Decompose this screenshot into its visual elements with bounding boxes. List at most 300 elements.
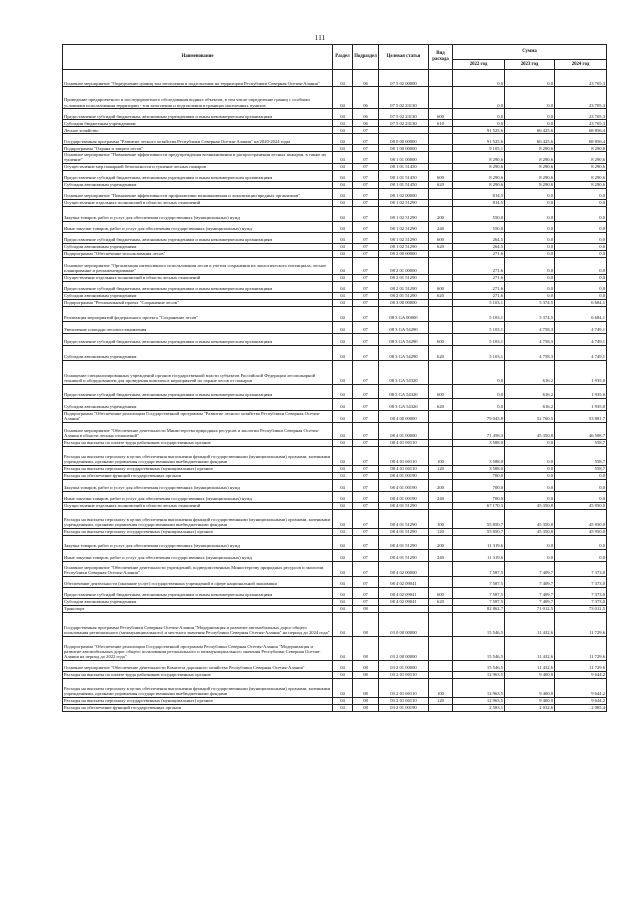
cell-podrazdel: 08 [353, 660, 379, 671]
cell-sum-2023: 0,0 [505, 446, 555, 465]
cell-expense-type [429, 145, 453, 152]
cell-sum-2023: 8 290,6 [505, 152, 555, 164]
cell-sum-2023: 45 350,8 [505, 509, 555, 528]
cell-sum-2022: 8 290,6 [453, 170, 505, 181]
cell-sum-2024: 0,0 [555, 549, 607, 561]
cell-podrazdel: 07 [353, 243, 379, 250]
cell-name: Подпрограмма "Обеспечение реализации Государственной программы Республики Северная Осетия-Алания "Модернизация и развитие автомобильных дорог общего пользования регионального и межмуниципального значения Республики Северная Осетия-Алания на период до 2022 года" [63, 636, 333, 660]
cell-sum-2024: 4 749,1 [555, 345, 607, 360]
cell-razdel: 04 [333, 439, 353, 446]
cell-name: Субсидии автономным учреждениям [63, 181, 333, 188]
cell-expense-type [429, 321, 453, 333]
table-row [63, 199, 607, 206]
cell-name: Предоставление субсидий бюджетным, автономным учреждениям и иным некоммерческим организациям [63, 109, 333, 120]
cell-sum-2024: 9 644,2 [555, 671, 607, 678]
cell-sum-2022: 15 546,5 [453, 636, 505, 660]
cell-sum-2024: 1 935,0 [555, 360, 607, 384]
cell-podrazdel: 07 [353, 479, 379, 491]
cell-razdel: 04 [333, 549, 353, 561]
table-row [63, 422, 607, 439]
cell-podrazdel: 07 [353, 491, 379, 502]
cell-razdel: 04 [333, 152, 353, 164]
cell-name: Закупка товаров, работ и услуг для обеспечения государственных (муниципальных) нужд [63, 479, 333, 491]
table-row [63, 704, 607, 711]
cell-razdel: 04 [333, 257, 353, 274]
cell-sum-2024: 7 373,0 [555, 598, 607, 605]
cell-sum-2023: 45 350,8 [505, 528, 555, 535]
cell-razdel: 04 [333, 612, 353, 636]
cell-sum-2022: 0,0 [453, 87, 505, 109]
cell-razdel: 04 [333, 535, 353, 549]
cell-podrazdel: 07 [353, 333, 379, 345]
cell-expense-type: 620 [429, 181, 453, 188]
cell-razdel: 04 [333, 561, 353, 576]
cell-name: Государственная программа "Развитие лесного хозяйства Республики Северная Осетия-Алания" на 2020-2024 годы [63, 134, 333, 145]
cell-sum-2022: 79 045,8 [453, 410, 505, 422]
cell-target-article: 08 1 01 51450 [379, 181, 429, 188]
cell-sum-2023: 7 409,7 [505, 598, 555, 605]
cell-expense-type [429, 671, 453, 678]
cell-sum-2024: 0,0 [555, 472, 607, 479]
cell-sum-2023: 0,0 [505, 70, 555, 87]
table-row [63, 491, 607, 502]
cell-name: Расходы на выплаты персоналу государственных (муниципальных) органов [63, 528, 333, 535]
cell-sum-2024: 45 950,0 [555, 509, 607, 528]
table-row [63, 257, 607, 274]
budget-table [62, 44, 607, 712]
table-row [63, 509, 607, 528]
table-row [63, 87, 607, 109]
cell-razdel: 04 [333, 345, 353, 360]
cell-sum-2024: 9 644,2 [555, 697, 607, 704]
cell-sum-2022: 5 103,1 [453, 345, 505, 360]
cell-target-article: 08 2 00 00000 [379, 250, 429, 257]
cell-name: Транспорт [63, 605, 333, 612]
table-row [63, 605, 607, 612]
cell-sum-2022: 271,6 [453, 292, 505, 299]
table-row [63, 232, 607, 243]
table-row [63, 446, 607, 465]
table-row [63, 281, 607, 292]
cell-podrazdel: 07 [353, 306, 379, 321]
cell-sum-2022: 264,5 [453, 243, 505, 250]
cell-name: Предоставление субсидий бюджетным, автономным учреждениям и иным некоммерческим организациям [63, 281, 333, 292]
table-row [63, 479, 607, 491]
cell-name: Реализация мероприятий федерального проекта "Сохранение лесов" [63, 306, 333, 321]
page-number: 111 [314, 33, 326, 42]
cell-sum-2022: 55 850,7 [453, 528, 505, 535]
cell-target-article: 08 0 00 00000 [379, 134, 429, 145]
cell-target-article: 08 4 02 00000 [379, 561, 429, 576]
cell-razdel: 04 [333, 472, 353, 479]
cell-podrazdel: 07 [353, 199, 379, 206]
cell-podrazdel: 06 [353, 109, 379, 120]
cell-target-article: 08 3 GA 54290 [379, 345, 429, 360]
cell-target-article: 08 4 01 00110 [379, 465, 429, 472]
cell-sum-2022: 12 963,5 [453, 697, 505, 704]
cell-sum-2023: 0,0 [505, 120, 555, 127]
cell-sum-2023: 11 432,6 [505, 660, 555, 671]
cell-razdel: 04 [333, 127, 353, 134]
cell-sum-2024: 0,0 [555, 232, 607, 243]
cell-name: Осуществление отдельных полномочий в области лесных отношений [63, 199, 333, 206]
cell-name: Расходы на выплаты персоналу в целях обеспечения выполнения функций государственными (муниципальными) органами, казенными учреждениями, органами управления государственными внебюджетными фондами [63, 678, 333, 697]
cell-expense-type [429, 127, 453, 134]
cell-podrazdel: 07 [353, 439, 379, 446]
table-row [63, 465, 607, 472]
cell-expense-type: 600 [429, 333, 453, 345]
cell-podrazdel: 07 [353, 152, 379, 164]
cell-name: Основное мероприятие "Повышение эффективности предупреждения возникновения и распространения лесных пожаров, в также их тушение" [63, 152, 333, 164]
table-row [63, 360, 607, 384]
cell-sum-2023: 0,0 [505, 491, 555, 502]
cell-razdel: 04 [333, 306, 353, 321]
cell-sum-2024: 68 856,4 [555, 134, 607, 145]
cell-sum-2022: 700,0 [453, 491, 505, 502]
cell-name: Расходы на выплаты по оплате труда работников государственных органов [63, 671, 333, 678]
cell-razdel: 04 [333, 660, 353, 671]
cell-sum-2023: 52 760,5 [505, 410, 555, 422]
cell-sum-2024: 53 881,7 [555, 410, 607, 422]
cell-razdel: 04 [333, 292, 353, 299]
cell-sum-2023: 45 350,8 [505, 422, 555, 439]
cell-expense-type: 600 [429, 587, 453, 598]
cell-name: Основное мероприятие "Обеспечение деятельности учреждений, подведомственных Министерству природных ресурсов и экологии Республики Северная Осетия-Алания" [63, 561, 333, 576]
cell-sum-2022: 0,0 [453, 360, 505, 384]
cell-sum-2024: 23 705,3 [555, 87, 607, 109]
table-row [63, 70, 607, 87]
cell-name: Предоставление субсидий бюджетным, автономным учреждениям и иным некоммерческим организациям [63, 170, 333, 181]
cell-podrazdel: 07 [353, 163, 379, 170]
cell-sum-2024: 8 290,6 [555, 163, 607, 170]
cell-name: Расходы на обеспечение функций государственных органов [63, 704, 333, 711]
cell-sum-2022: 3 588,0 [453, 439, 505, 446]
cell-expense-type [429, 163, 453, 170]
cell-sum-2023: 11 432,6 [505, 612, 555, 636]
cell-sum-2024: 7 373,0 [555, 561, 607, 576]
cell-sum-2023: 8 290,6 [505, 170, 555, 181]
cell-podrazdel: 07 [353, 281, 379, 292]
cell-sum-2022: 82 862,7 [453, 605, 505, 612]
cell-expense-type: 620 [429, 598, 453, 605]
cell-podrazdel: 07 [353, 250, 379, 257]
cell-name: Предоставление субсидий бюджетным, автономным учреждениям и иным некоммерческим организациям [63, 333, 333, 345]
cell-sum-2022: 5 103,1 [453, 299, 505, 306]
cell-sum-2023: 0,0 [505, 257, 555, 274]
cell-expense-type [429, 360, 453, 384]
cell-expense-type: 620 [429, 345, 453, 360]
cell-sum-2022: 2 583,1 [453, 704, 505, 711]
cell-expense-type [429, 257, 453, 274]
cell-target-article: 08 4 01 00110 [379, 439, 429, 446]
cell-name: Расходы на выплаты по оплате труда работников государственных органов [63, 439, 333, 446]
cell-podrazdel: 08 [353, 678, 379, 697]
cell-expense-type: 200 [429, 206, 453, 221]
cell-expense-type: 120 [429, 528, 453, 535]
table-row [63, 243, 607, 250]
cell-sum-2022: 3 588,0 [453, 446, 505, 465]
cell-razdel: 04 [333, 509, 353, 528]
cell-sum-2024: 46 508,7 [555, 422, 607, 439]
cell-target-article: 07 5 02 23130 [379, 109, 429, 120]
cell-razdel: 04 [333, 605, 353, 612]
cell-target-article: 08 2 01 51290 [379, 292, 429, 299]
cell-target-article: 08 2 01 51290 [379, 281, 429, 292]
cell-sum-2022: 0,0 [453, 109, 505, 120]
cell-target-article: 08 4 01 00190 [379, 472, 429, 479]
cell-expense-type: 610 [429, 120, 453, 127]
cell-sum-2023: 9 400,0 [505, 671, 555, 678]
table-row [63, 145, 607, 152]
cell-sum-2022: 264,5 [453, 232, 505, 243]
cell-name: Основное мероприятие "Повышение эффективности профилактики возникновения и локализации вредных организмов" [63, 188, 333, 199]
cell-sum-2024: 0,0 [555, 206, 607, 221]
cell-target-article: 03 2 01 00110 [379, 697, 429, 704]
cell-podrazdel: 07 [353, 465, 379, 472]
cell-target-article: 08 4 01 51290 [379, 528, 429, 535]
table-row [63, 152, 607, 164]
cell-sum-2024: 0,0 [555, 257, 607, 274]
cell-expense-type [429, 472, 453, 479]
cell-sum-2023: 0,0 [505, 535, 555, 549]
cell-podrazdel: 08 [353, 704, 379, 711]
cell-name: Осуществление отдельных полномочий в области лесных отношений [63, 274, 333, 281]
cell-expense-type [429, 250, 453, 257]
cell-target-article: 08 3 GA 00000 [379, 306, 429, 321]
cell-razdel: 04 [333, 697, 353, 704]
cell-target-article: 08 2 01 51290 [379, 274, 429, 281]
cell-sum-2023: 0,0 [505, 292, 555, 299]
cell-podrazdel: 07 [353, 502, 379, 509]
table-row [63, 549, 607, 561]
cell-expense-type [429, 636, 453, 660]
cell-razdel: 04 [333, 109, 353, 120]
cell-target-article: 08 1 02 51290 [379, 221, 429, 232]
cell-sum-2024: 0,0 [555, 221, 607, 232]
table-row [63, 636, 607, 660]
cell-sum-2022: 271,6 [453, 281, 505, 292]
cell-razdel: 04 [333, 384, 353, 398]
cell-sum-2024: 8 290,6 [555, 170, 607, 181]
cell-razdel: 04 [333, 199, 353, 206]
cell-target-article: 08 1 00 00000 [379, 145, 429, 152]
cell-sum-2024: 45 950,0 [555, 528, 607, 535]
cell-razdel: 04 [333, 465, 353, 472]
cell-sum-2022: 71 458,3 [453, 422, 505, 439]
cell-target-article: 08 4 02 09041 [379, 576, 429, 587]
table-row [63, 292, 607, 299]
table-row [63, 660, 607, 671]
cell-sum-2023: 7 409,7 [505, 587, 555, 598]
cell-sum-2022: 12 963,5 [453, 678, 505, 697]
cell-sum-2022: 55 850,7 [453, 509, 505, 528]
cell-razdel: 04 [333, 671, 353, 678]
cell-sum-2022: 271,6 [453, 257, 505, 274]
table-row [63, 181, 607, 188]
cell-podrazdel: 07 [353, 549, 379, 561]
cell-podrazdel: 07 [353, 535, 379, 549]
cell-target-article: 03 2 01 00110 [379, 678, 429, 697]
cell-razdel: 04 [333, 636, 353, 660]
cell-sum-2023: 0,0 [505, 479, 555, 491]
cell-razdel: 04 [333, 206, 353, 221]
cell-expense-type: 600 [429, 384, 453, 398]
cell-target-article: 08 3 GA 54320 [379, 398, 429, 410]
cell-sum-2024: 0,0 [555, 535, 607, 549]
cell-sum-2023: 11 432,6 [505, 636, 555, 660]
cell-expense-type [429, 410, 453, 422]
cell-sum-2024: 11 729,6 [555, 636, 607, 660]
cell-target-article: 08 2 01 00000 [379, 257, 429, 274]
cell-podrazdel: 07 [353, 472, 379, 479]
cell-podrazdel: 07 [353, 509, 379, 528]
cell-sum-2024: 9 644,2 [555, 678, 607, 697]
cell-sum-2023: 5 374,5 [505, 306, 555, 321]
cell-name: Субсидии автономным учреждениям [63, 345, 333, 360]
col-header-2023: 2023 год [505, 60, 555, 70]
cell-sum-2023: 616,2 [505, 398, 555, 410]
table-row [63, 163, 607, 170]
cell-expense-type [429, 561, 453, 576]
cell-name: Проведение предпроектного и последпроектного обследования водных объектов, в том числе определение границ с особыми условиями использования территории - зон затопления и подтопления в границах населенных пунктов [63, 87, 333, 109]
cell-sum-2023: 0,0 [505, 188, 555, 199]
cell-sum-2023: 45 350,8 [505, 502, 555, 509]
cell-name: Предоставление субсидий бюджетным, автономным учреждениям и иным некоммерческим организациям [63, 232, 333, 243]
cell-sum-2023: 0,0 [505, 87, 555, 109]
cell-name: Закупка товаров, работ и услуг для обеспечения государственных (муниципальных) нужд [63, 206, 333, 221]
cell-sum-2023: 0,0 [505, 465, 555, 472]
cell-sum-2024: 23 705,3 [555, 120, 607, 127]
cell-sum-2022: 11 319,6 [453, 535, 505, 549]
cell-sum-2023: 2 032,6 [505, 704, 555, 711]
cell-sum-2022: 7 587,5 [453, 598, 505, 605]
table-row [63, 398, 607, 410]
cell-target-article: 03 2 01 00110 [379, 671, 429, 678]
cell-sum-2022: 5 103,1 [453, 306, 505, 321]
cell-target-article: 07 5 02 23130 [379, 87, 429, 109]
cell-target-article: 08 4 01 00190 [379, 479, 429, 491]
cell-name: Обеспечение деятельности (оказание услуг) государственных учреждений в сфере национальной экономики [63, 576, 333, 587]
table-row [63, 299, 607, 306]
cell-expense-type [429, 188, 453, 199]
cell-expense-type: 620 [429, 398, 453, 410]
cell-sum-2024: 6 684,1 [555, 299, 607, 306]
cell-expense-type [429, 306, 453, 321]
cell-podrazdel: 07 [353, 345, 379, 360]
cell-sum-2024: 7 373,0 [555, 576, 607, 587]
cell-sum-2022: 5 103,1 [453, 333, 505, 345]
cell-expense-type [429, 152, 453, 164]
cell-name: Осуществление отдельных полномочий в области лесных отношений [63, 502, 333, 509]
cell-target-article: 08 4 02 09041 [379, 587, 429, 598]
cell-podrazdel: 07 [353, 292, 379, 299]
cell-expense-type [429, 576, 453, 587]
cell-sum-2023: 4 758,3 [505, 321, 555, 333]
cell-sum-2023: 8 290,6 [505, 181, 555, 188]
cell-target-article: 08 4 01 00000 [379, 422, 429, 439]
cell-name: Основное мероприятие "Определение границ зон затопления и подтопления на территории Республики Северная Осетия-Алания" [63, 70, 333, 87]
cell-podrazdel: 08 [353, 612, 379, 636]
cell-expense-type [429, 70, 453, 87]
cell-target-article: 08 3 GA 54320 [379, 384, 429, 398]
table-row [63, 321, 607, 333]
cell-name: Субсидии автономным учреждениям [63, 243, 333, 250]
col-header-expense-type: Вид расхода [429, 45, 453, 70]
table-body [63, 70, 607, 712]
cell-name: Основное мероприятие "Организация интенсивного использования лесов в учетом сохранения их экологического потенциала, лесное планирование и регламентирование" [63, 257, 333, 274]
cell-sum-2024: 1 935,0 [555, 384, 607, 398]
cell-podrazdel: 07 [353, 360, 379, 384]
cell-sum-2023: 0,0 [505, 206, 555, 221]
cell-razdel: 04 [333, 321, 353, 333]
cell-name: Расходы на выплаты персоналу государственных (муниципальных) органов [63, 697, 333, 704]
cell-expense-type: 600 [429, 232, 453, 243]
cell-razdel: 04 [333, 181, 353, 188]
cell-sum-2022: 8 290,6 [453, 152, 505, 164]
cell-expense-type: 240 [429, 549, 453, 561]
cell-sum-2022: 12 963,5 [453, 671, 505, 678]
cell-expense-type [429, 274, 453, 281]
cell-expense-type [429, 704, 453, 711]
cell-sum-2023: 71 012,5 [505, 605, 555, 612]
cell-sum-2024: 0,0 [555, 292, 607, 299]
cell-name: Основное мероприятие "Обеспечение деятельности Комитета дорожного хозяйства Республики Северная Осетия-Алания" [63, 660, 333, 671]
table-row [63, 502, 607, 509]
cell-expense-type [429, 502, 453, 509]
cell-podrazdel: 06 [353, 70, 379, 87]
cell-name: Подпрограмма "Обеспечение использования лесов" [63, 250, 333, 257]
cell-target-article [379, 127, 429, 134]
cell-sum-2023: 616,2 [505, 360, 555, 384]
col-header-2022: 2022 год [453, 60, 505, 70]
cell-target-article: 03 0 00 00000 [379, 612, 429, 636]
cell-sum-2024: 0,0 [555, 243, 607, 250]
table-row [63, 598, 607, 605]
cell-podrazdel: 08 [353, 605, 379, 612]
cell-razdel: 04 [333, 491, 353, 502]
cell-sum-2024: 0,0 [555, 479, 607, 491]
cell-razdel: 04 [333, 678, 353, 697]
cell-razdel: 04 [333, 250, 353, 257]
cell-sum-2022: 550,0 [453, 206, 505, 221]
cell-razdel: 04 [333, 281, 353, 292]
table-row [63, 576, 607, 587]
table-row [63, 134, 607, 145]
table-row [63, 333, 607, 345]
cell-name: Субсидии автономным учреждениям [63, 398, 333, 410]
cell-sum-2023: 9 400,0 [505, 697, 555, 704]
cell-expense-type: 100 [429, 509, 453, 528]
cell-expense-type [429, 660, 453, 671]
cell-podrazdel: 07 [353, 587, 379, 598]
cell-expense-type: 240 [429, 491, 453, 502]
cell-sum-2022: 15 546,5 [453, 612, 505, 636]
cell-podrazdel: 07 [353, 321, 379, 333]
table-row [63, 678, 607, 697]
cell-sum-2022: 8 290,6 [453, 181, 505, 188]
cell-sum-2024: 8 290,6 [555, 181, 607, 188]
cell-podrazdel: 08 [353, 697, 379, 704]
cell-podrazdel: 07 [353, 299, 379, 306]
cell-expense-type [429, 134, 453, 145]
cell-razdel: 04 [333, 221, 353, 232]
cell-sum-2024: 4 749,1 [555, 321, 607, 333]
cell-expense-type: 100 [429, 678, 453, 697]
cell-sum-2023: 0,0 [505, 274, 555, 281]
cell-name: Закупка товаров, работ и услуг для обеспечения государственных (муниципальных) нужд [63, 535, 333, 549]
cell-target-article: 07 5 02 00000 [379, 70, 429, 87]
table-row [63, 697, 607, 704]
